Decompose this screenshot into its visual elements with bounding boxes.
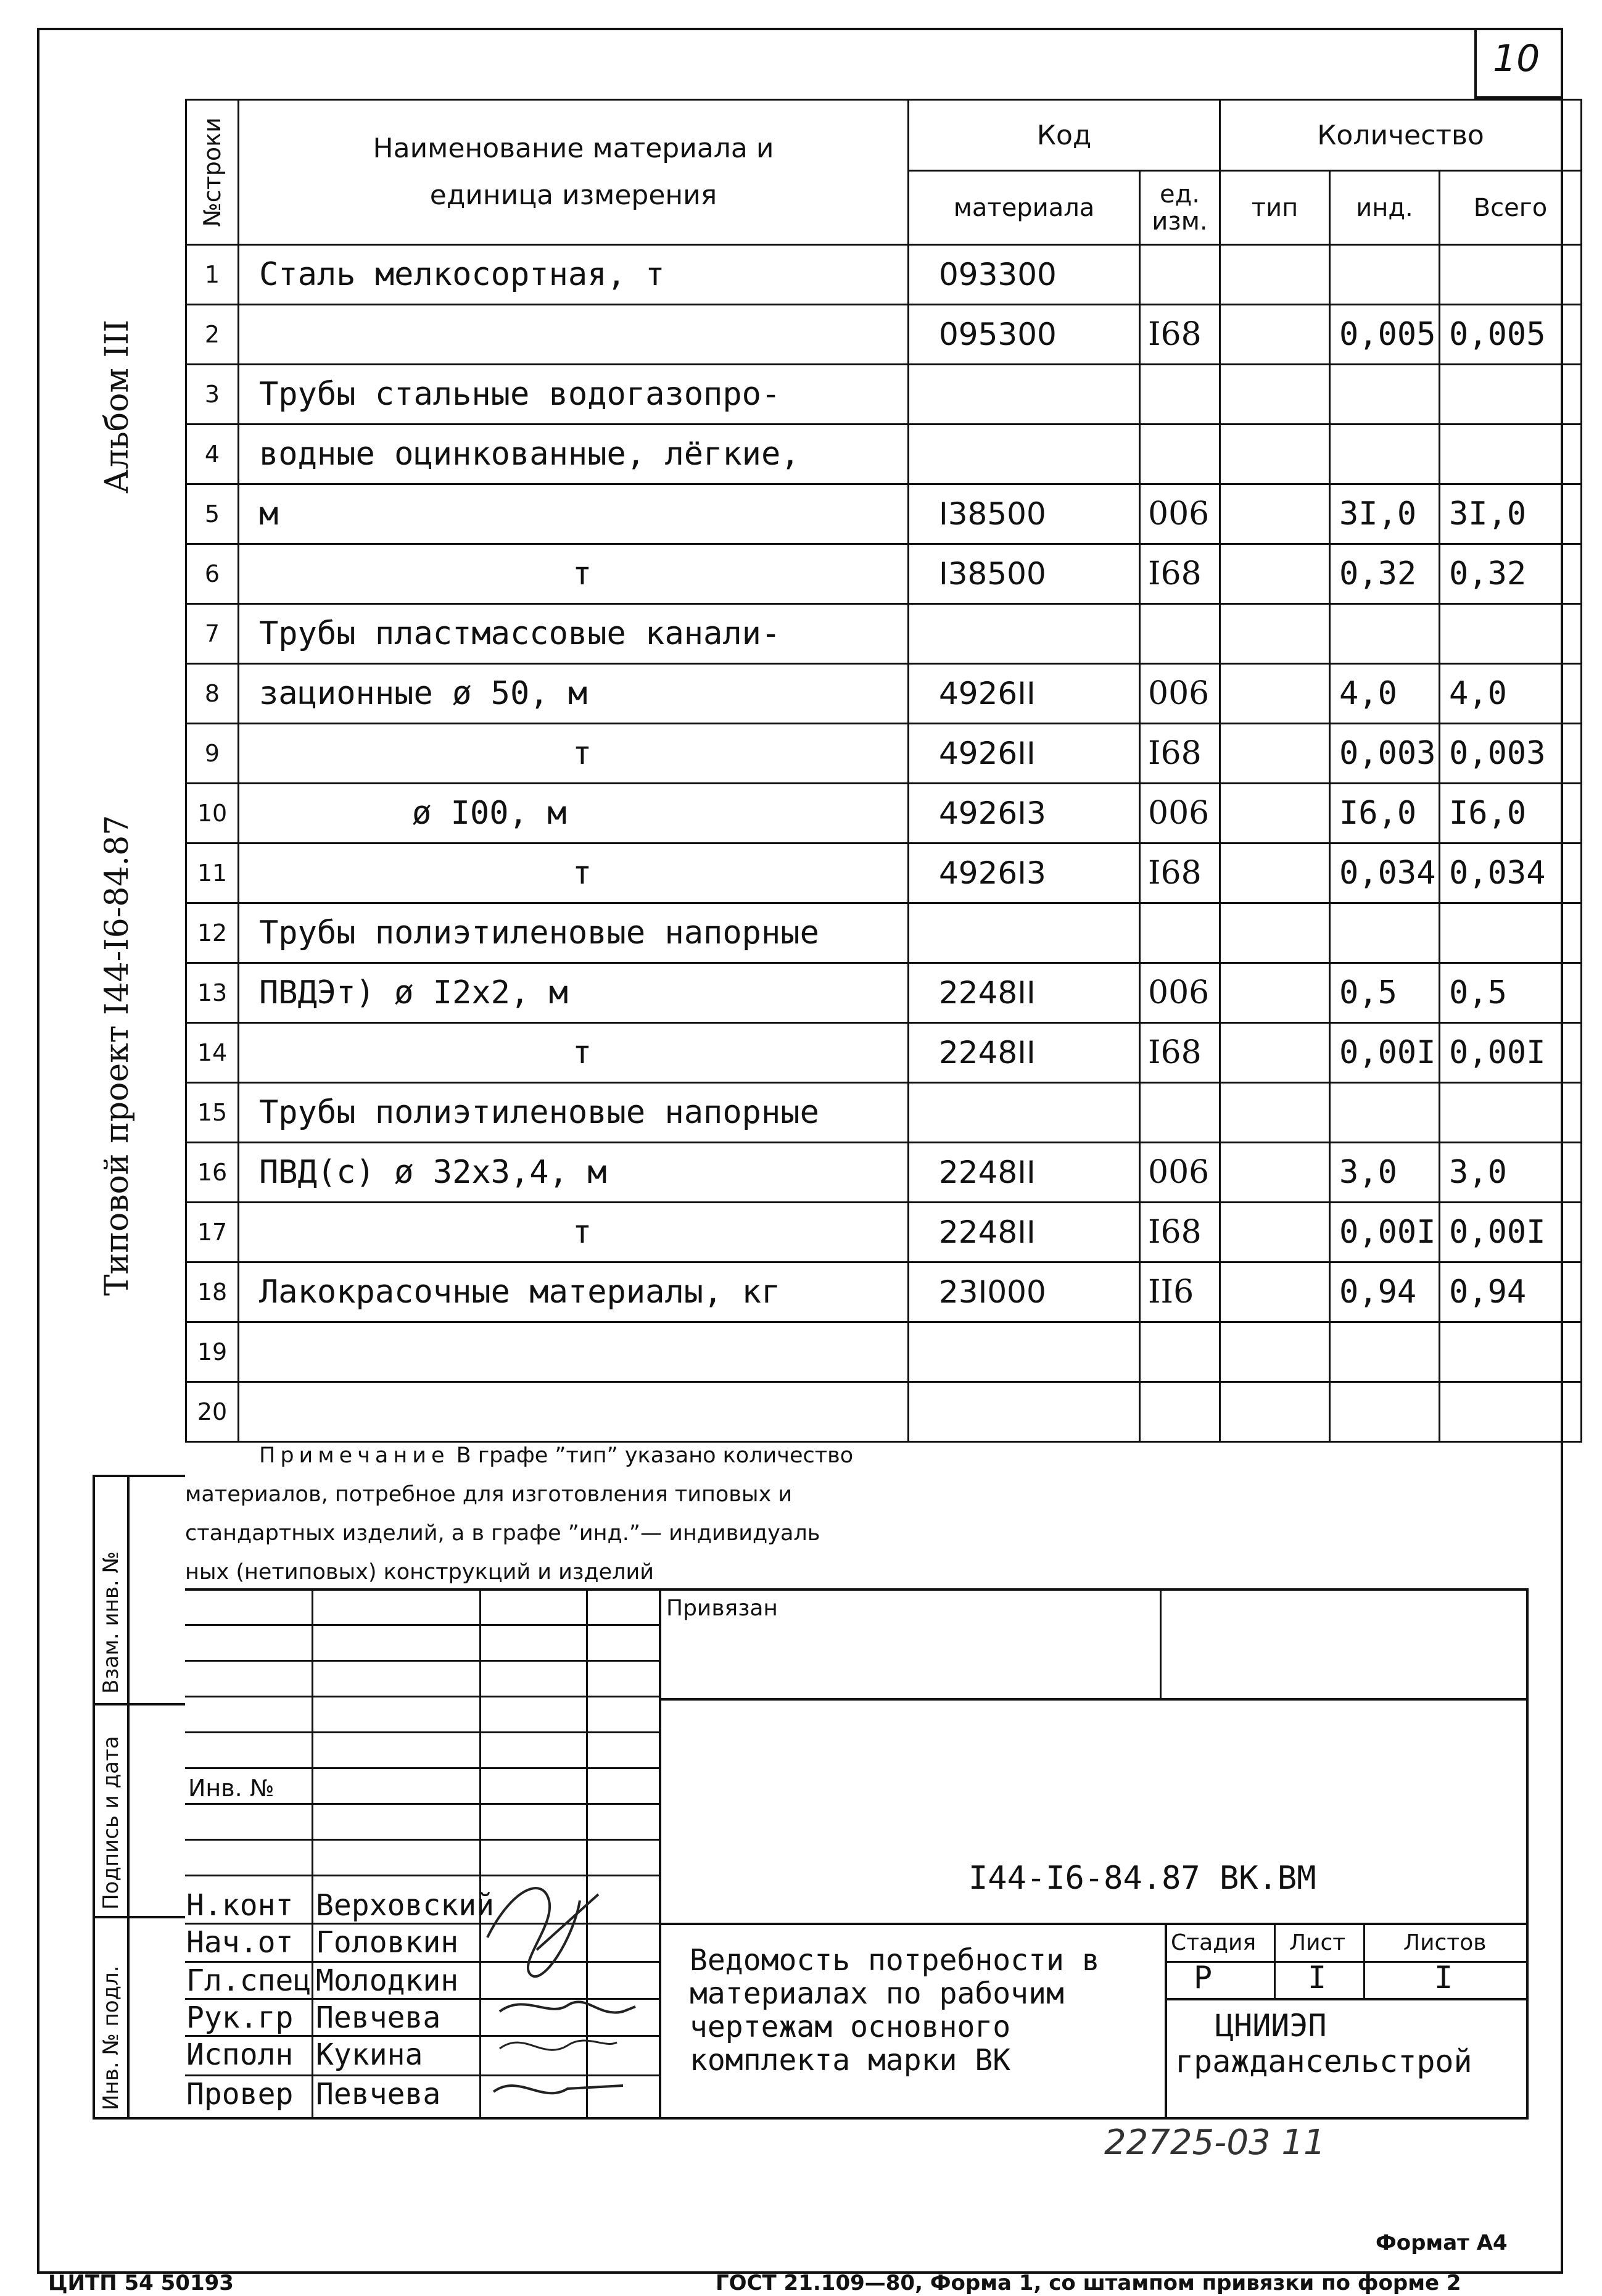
material-code xyxy=(909,903,1140,963)
material-code: 4926I3 xyxy=(909,784,1140,843)
material-code xyxy=(909,1382,1140,1442)
material-name: т xyxy=(239,724,909,784)
table-row xyxy=(186,1203,1582,1262)
unit-code: I68 xyxy=(1140,1023,1220,1083)
row-number: 9 xyxy=(186,724,239,784)
qty-ind: 3,0 xyxy=(1330,1143,1440,1203)
material-name: т xyxy=(239,1023,909,1083)
sheets-value: I xyxy=(1434,1960,1453,1996)
unit-code: 006 xyxy=(1140,1143,1220,1203)
header-code: Код xyxy=(909,100,1220,171)
row-number: 6 xyxy=(186,544,239,604)
qty-type xyxy=(1220,484,1330,544)
table-row xyxy=(186,245,1582,305)
qty-ind xyxy=(1330,1083,1440,1143)
qty-type xyxy=(1220,724,1330,784)
qty-ind: 0,00I xyxy=(1330,1023,1440,1083)
qty-type xyxy=(1220,1083,1330,1143)
sheet-value: I xyxy=(1308,1960,1327,1996)
header-row-no: №строки xyxy=(186,100,239,245)
side-stamp-border xyxy=(127,1475,130,2120)
podpis-label: Подпись и дата xyxy=(99,1736,123,1910)
stamp-person: Певчева xyxy=(316,2000,441,2035)
header-total: Всего xyxy=(1440,171,1582,245)
side-stamp-border xyxy=(93,1475,95,2120)
material-code xyxy=(909,425,1140,484)
unit-code xyxy=(1140,1382,1220,1442)
material-name: ø I00, м xyxy=(239,784,909,843)
material-code: 2248II xyxy=(909,963,1140,1023)
material-name: Трубы полиэтиленовые напорные xyxy=(239,1083,909,1143)
qty-total: 0,034 xyxy=(1440,843,1582,903)
row-number: 19 xyxy=(186,1322,239,1382)
table-row xyxy=(186,365,1582,425)
unit-code: 006 xyxy=(1140,484,1220,544)
qty-type xyxy=(1220,1262,1330,1322)
qty-ind: 0,005 xyxy=(1330,305,1440,365)
row-number: 7 xyxy=(186,604,239,664)
material-code: 4926II xyxy=(909,724,1140,784)
row-number: 20 xyxy=(186,1382,239,1442)
material-code: 095300 xyxy=(909,305,1140,365)
sheets-label: Листов xyxy=(1403,1930,1487,1955)
privyazan-label: Привязан xyxy=(666,1596,778,1621)
stage-value: Р xyxy=(1194,1960,1213,1996)
unit-code xyxy=(1140,604,1220,664)
unit-code: I68 xyxy=(1140,843,1220,903)
stamp-person: Кукина xyxy=(316,2037,423,2072)
material-code: 4926II xyxy=(909,664,1140,724)
table-row xyxy=(186,305,1582,365)
header-type: тип xyxy=(1220,171,1330,245)
qty-total: 0,005 xyxy=(1440,305,1582,365)
qty-ind: 0,003 xyxy=(1330,724,1440,784)
side-stamp-border xyxy=(93,1703,185,1705)
vzam-label: Взам. инв. № xyxy=(99,1551,123,1694)
unit-code xyxy=(1140,245,1220,305)
material-code xyxy=(909,604,1140,664)
row-number: 11 xyxy=(186,843,239,903)
unit-code xyxy=(1140,425,1220,484)
table-row xyxy=(186,843,1582,903)
qty-total: 3I,0 xyxy=(1440,484,1582,544)
stage-label: Стадия xyxy=(1171,1930,1257,1955)
table-row xyxy=(186,1382,1582,1442)
qty-type xyxy=(1220,963,1330,1023)
qty-ind: I6,0 xyxy=(1330,784,1440,843)
row-number: 18 xyxy=(186,1262,239,1322)
row-number: 12 xyxy=(186,903,239,963)
row-number: 15 xyxy=(186,1083,239,1143)
qty-total xyxy=(1440,1382,1582,1442)
handwritten-inventory: 22725-03 11 xyxy=(1104,2123,1326,2163)
table-row xyxy=(186,724,1582,784)
qty-total xyxy=(1440,1322,1582,1382)
stamp-role: Рук.гр xyxy=(186,2000,294,2035)
qty-ind xyxy=(1330,604,1440,664)
material-code: 2248II xyxy=(909,1203,1140,1262)
table-row xyxy=(186,1322,1582,1382)
stamp-person: Верховский xyxy=(316,1888,494,1923)
material-name: т xyxy=(239,544,909,604)
material-code xyxy=(909,1322,1140,1382)
qty-ind xyxy=(1330,245,1440,305)
material-code: 4926I3 xyxy=(909,843,1140,903)
stamp-person: Молодкин xyxy=(316,1963,459,1998)
material-name: м xyxy=(239,484,909,544)
table-row xyxy=(186,604,1582,664)
material-name: Трубы стальные водогазопро- xyxy=(239,365,909,425)
row-number: 3 xyxy=(186,365,239,425)
material-code: 23I000 xyxy=(909,1262,1140,1322)
format-label: Формат А4 xyxy=(1376,2231,1508,2255)
sheet-number: 10 xyxy=(1493,37,1540,80)
qty-total: 4,0 xyxy=(1440,664,1582,724)
qty-total: 0,94 xyxy=(1440,1262,1582,1322)
material-name: Лакокрасочные материалы, кг xyxy=(239,1262,909,1322)
qty-type xyxy=(1220,1143,1330,1203)
qty-type xyxy=(1220,365,1330,425)
row-number: 16 xyxy=(186,1143,239,1203)
material-name: Сталь мелкосортная, т xyxy=(239,245,909,305)
document-code: I44-I6-84.87 ВК.ВМ xyxy=(968,1860,1316,1897)
unit-code xyxy=(1140,365,1220,425)
unit-code: 006 xyxy=(1140,664,1220,724)
qty-type xyxy=(1220,664,1330,724)
table-row xyxy=(186,1023,1582,1083)
unit-code xyxy=(1140,1083,1220,1143)
stamp-role: Нач.от xyxy=(186,1925,294,1960)
qty-ind: 0,32 xyxy=(1330,544,1440,604)
qty-total xyxy=(1440,425,1582,484)
qty-total: 0,003 xyxy=(1440,724,1582,784)
qty-type xyxy=(1220,425,1330,484)
material-code: 093300 xyxy=(909,245,1140,305)
stamp-role: Исполн xyxy=(186,2037,294,2072)
org-line2: граждансельстрой xyxy=(1175,2044,1472,2079)
table-row xyxy=(186,963,1582,1023)
row-number: 8 xyxy=(186,664,239,724)
material-name: т xyxy=(239,1203,909,1262)
unit-code xyxy=(1140,1322,1220,1382)
row-number: 1 xyxy=(186,245,239,305)
stamp-role: Провер xyxy=(186,2077,294,2112)
qty-type xyxy=(1220,245,1330,305)
row-number: 2 xyxy=(186,305,239,365)
row-number: 5 xyxy=(186,484,239,544)
qty-type xyxy=(1220,1203,1330,1262)
row-number: 4 xyxy=(186,425,239,484)
qty-ind: 0,00I xyxy=(1330,1203,1440,1262)
header-ind: инд. xyxy=(1330,171,1440,245)
material-name xyxy=(239,1382,909,1442)
table-row xyxy=(186,1143,1582,1203)
header-quantity: Количество xyxy=(1220,100,1582,171)
row-number: 14 xyxy=(186,1023,239,1083)
qty-total xyxy=(1440,903,1582,963)
table-row xyxy=(186,484,1582,544)
stamp-person: Певчева xyxy=(316,2077,441,2112)
qty-total xyxy=(1440,1083,1582,1143)
qty-type xyxy=(1220,1322,1330,1382)
header-name: Наименование материала и единица измерения xyxy=(239,100,909,245)
qty-ind: 0,94 xyxy=(1330,1262,1440,1322)
table-row xyxy=(186,1262,1582,1322)
row-number: 13 xyxy=(186,963,239,1023)
table-row xyxy=(186,903,1582,963)
table-row xyxy=(186,425,1582,484)
unit-code: I68 xyxy=(1140,724,1220,784)
material-code: 2248II xyxy=(909,1023,1140,1083)
qty-total: 3,0 xyxy=(1440,1143,1582,1203)
side-stamp-border xyxy=(93,2117,185,2120)
qty-type xyxy=(1220,1382,1330,1442)
gost-label: ГОСТ 21.109—80, Форма 1, со штампом привязки по форме 2 xyxy=(716,2271,1461,2295)
qty-total: I6,0 xyxy=(1440,784,1582,843)
qty-total xyxy=(1440,604,1582,664)
material-name xyxy=(239,305,909,365)
note-line4: ных (нетиповых) конструкций и изделий xyxy=(185,1560,654,1585)
qty-type xyxy=(1220,305,1330,365)
unit-code: II6 xyxy=(1140,1262,1220,1322)
header-material: материала xyxy=(909,171,1140,245)
qty-total: 0,00I xyxy=(1440,1023,1582,1083)
qty-type xyxy=(1220,1023,1330,1083)
qty-total xyxy=(1440,245,1582,305)
qty-total: 0,5 xyxy=(1440,963,1582,1023)
material-code xyxy=(909,365,1140,425)
qty-ind: 0,5 xyxy=(1330,963,1440,1023)
stamp-person: Головкин xyxy=(316,1925,459,1960)
inv-no-label: Инв. № xyxy=(188,1775,275,1802)
project-label: Типовой проект I44-I6-84.87 xyxy=(99,814,136,1296)
qty-type xyxy=(1220,903,1330,963)
sheet-title: Ведомость потребности в материалах по рабочим чертежам основного комплекта марки ВК xyxy=(690,1943,1100,2078)
material-code: I38500 xyxy=(909,544,1140,604)
material-code xyxy=(909,1083,1140,1143)
qty-ind xyxy=(1330,425,1440,484)
signatures xyxy=(475,1863,672,2123)
qty-type xyxy=(1220,843,1330,903)
qty-ind: 3I,0 xyxy=(1330,484,1440,544)
qty-type xyxy=(1220,784,1330,843)
material-code: I38500 xyxy=(909,484,1140,544)
material-code: 2248II xyxy=(909,1143,1140,1203)
album-label: Альбом III xyxy=(99,320,136,494)
qty-type xyxy=(1220,544,1330,604)
side-stamp-border xyxy=(93,1475,185,1477)
qty-ind: 4,0 xyxy=(1330,664,1440,724)
row-number: 17 xyxy=(186,1203,239,1262)
unit-code: I68 xyxy=(1140,305,1220,365)
unit-code: 006 xyxy=(1140,963,1220,1023)
side-stamp-border xyxy=(93,1916,185,1918)
unit-code: I68 xyxy=(1140,544,1220,604)
row-number: 10 xyxy=(186,784,239,843)
table-row xyxy=(186,1083,1582,1143)
qty-ind xyxy=(1330,365,1440,425)
material-name: Трубы полиэтиленовые напорные xyxy=(239,903,909,963)
unit-code: I68 xyxy=(1140,1203,1220,1262)
qty-total: 0,00I xyxy=(1440,1203,1582,1262)
qty-ind xyxy=(1330,903,1440,963)
note xyxy=(185,1436,1524,1592)
material-name: т xyxy=(239,843,909,903)
material-name xyxy=(239,1322,909,1382)
citp-label: ЦИТП 54 50193 xyxy=(48,2271,234,2295)
qty-total xyxy=(1440,365,1582,425)
qty-type xyxy=(1220,604,1330,664)
unit-code xyxy=(1140,903,1220,963)
materials-table xyxy=(185,99,1582,1443)
inv-podl-label: Инв. № подл. xyxy=(99,1965,123,2110)
qty-ind xyxy=(1330,1322,1440,1382)
material-name: Трубы пластмассовые канали- xyxy=(239,604,909,664)
unit-code: 006 xyxy=(1140,784,1220,843)
org-line1: ЦНИИЭП xyxy=(1215,2008,1327,2044)
note-line2: материалов, потребное для изготовления типовых и xyxy=(185,1482,793,1507)
material-name: зационные ø 50, м xyxy=(239,664,909,724)
material-name: ПВД(с) ø 32х3,4, м xyxy=(239,1143,909,1203)
qty-total: 0,32 xyxy=(1440,544,1582,604)
material-name: ПВДЭт) ø I2x2, м xyxy=(239,963,909,1023)
header-unit: ед. изм. xyxy=(1140,171,1220,245)
qty-ind: 0,034 xyxy=(1330,843,1440,903)
table-row xyxy=(186,664,1582,724)
note-line3: стандартных изделий, а в графе ”инд.”— индивидуаль xyxy=(185,1521,820,1546)
note-title: Примечание xyxy=(259,1443,450,1468)
table-row xyxy=(186,544,1582,604)
stamp-role: Гл.спец xyxy=(186,1963,312,1998)
material-name: водные оцинкованные, лёгкие, xyxy=(239,425,909,484)
qty-ind xyxy=(1330,1382,1440,1442)
note-line1: В графе ”тип” указано количество xyxy=(456,1443,854,1468)
sheet-label: Лист xyxy=(1289,1930,1346,1955)
table-row xyxy=(186,784,1582,843)
stamp-role: Н.конт xyxy=(186,1888,294,1923)
